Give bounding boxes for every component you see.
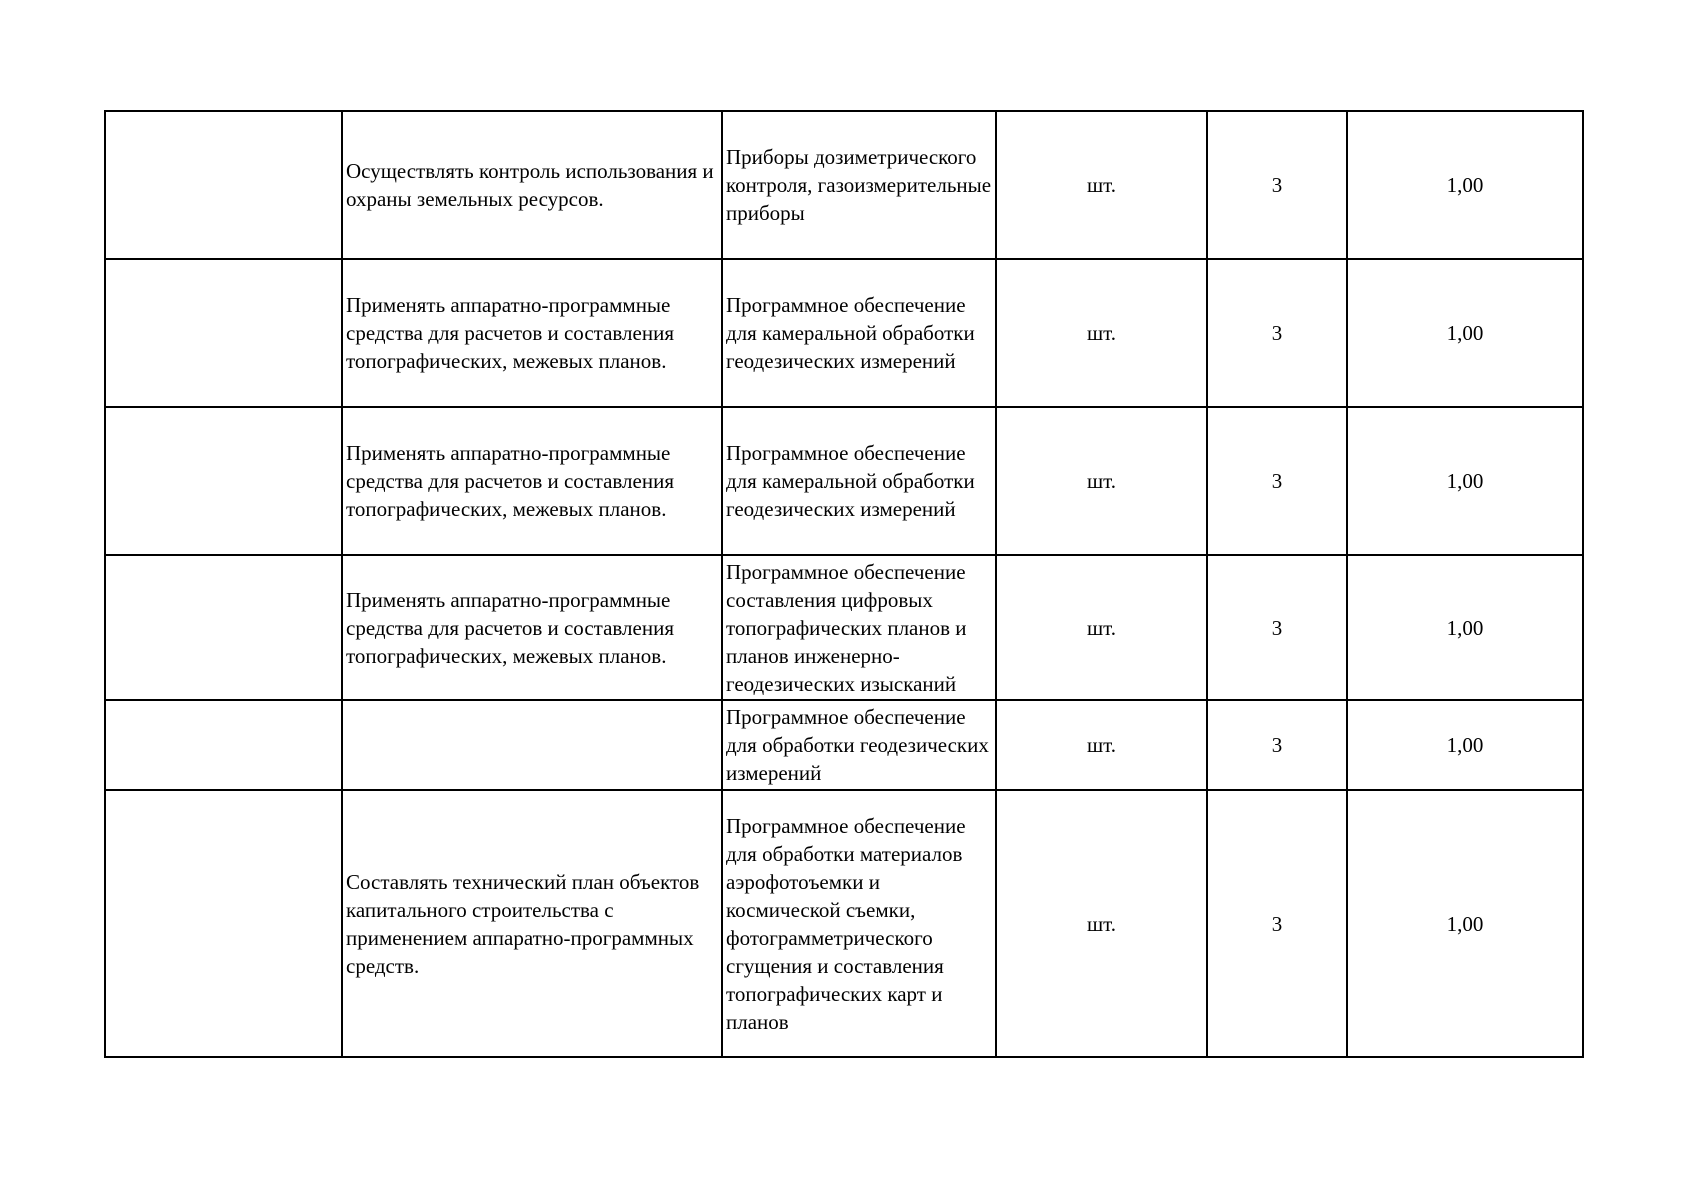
- unit-cell: шт.: [996, 111, 1207, 259]
- value-cell: 1,00: [1347, 555, 1583, 700]
- quantity-cell: 3: [1207, 259, 1347, 407]
- quantity-cell: 3: [1207, 700, 1347, 790]
- row-col1-cell: [105, 555, 342, 700]
- row-col1-cell: [105, 700, 342, 790]
- table-row: [105, 259, 1583, 407]
- quantity-cell: 3: [1207, 111, 1347, 259]
- equipment-table: [104, 110, 1584, 1058]
- table-row: [105, 555, 1583, 700]
- value-cell: 1,00: [1347, 790, 1583, 1057]
- unit-cell: шт.: [996, 407, 1207, 555]
- quantity-cell: 3: [1207, 407, 1347, 555]
- table-row: [105, 407, 1583, 555]
- unit-cell: шт.: [996, 790, 1207, 1057]
- skill-cell: Применять аппаратно-программные средства для расчетов и составления топографических, межевых планов.: [342, 259, 722, 407]
- value-cell: 1,00: [1347, 407, 1583, 555]
- value-cell: 1,00: [1347, 700, 1583, 790]
- table-row: [105, 790, 1583, 1057]
- row-col1-cell: [105, 259, 342, 407]
- value-cell: 1,00: [1347, 111, 1583, 259]
- unit-cell: шт.: [996, 700, 1207, 790]
- equipment-cell: Программное обеспечение для обработки материалов аэрофотоъемки и космической съемки, фотограмметрического сгущения и составления топографических карт и планов: [722, 790, 996, 1057]
- equipment-cell: Приборы дозиметрического контроля, газоизмерительные приборы: [722, 111, 996, 259]
- skill-cell: Составлять технический план объектов капитального строительства с применением аппаратно-программных средств.: [342, 790, 722, 1057]
- row-col1-cell: [105, 407, 342, 555]
- equipment-cell: Программное обеспечение для камеральной обработки геодезических измерений: [722, 259, 996, 407]
- unit-cell: шт.: [996, 555, 1207, 700]
- row-col1-cell: [105, 111, 342, 259]
- row-col1-cell: [105, 790, 342, 1057]
- unit-cell: шт.: [996, 259, 1207, 407]
- equipment-cell: Программное обеспечение для обработки геодезических измерений: [722, 700, 996, 790]
- skill-cell: Применять аппаратно-программные средства для расчетов и составления топографических, межевых планов.: [342, 407, 722, 555]
- skill-cell: [342, 700, 722, 790]
- skill-cell: Осуществлять контроль использования и охраны земельных ресурсов.: [342, 111, 722, 259]
- table-row: [105, 700, 1583, 790]
- quantity-cell: 3: [1207, 555, 1347, 700]
- table-row: [105, 111, 1583, 259]
- skill-cell: Применять аппаратно-программные средства для расчетов и составления топографических, межевых планов.: [342, 555, 722, 700]
- equipment-cell: Программное обеспечение для камеральной обработки геодезических измерений: [722, 407, 996, 555]
- value-cell: 1,00: [1347, 259, 1583, 407]
- quantity-cell: 3: [1207, 790, 1347, 1057]
- equipment-cell: Программное обеспечение составления цифровых топографических планов и планов инженерно-геодезических изысканий: [722, 555, 996, 700]
